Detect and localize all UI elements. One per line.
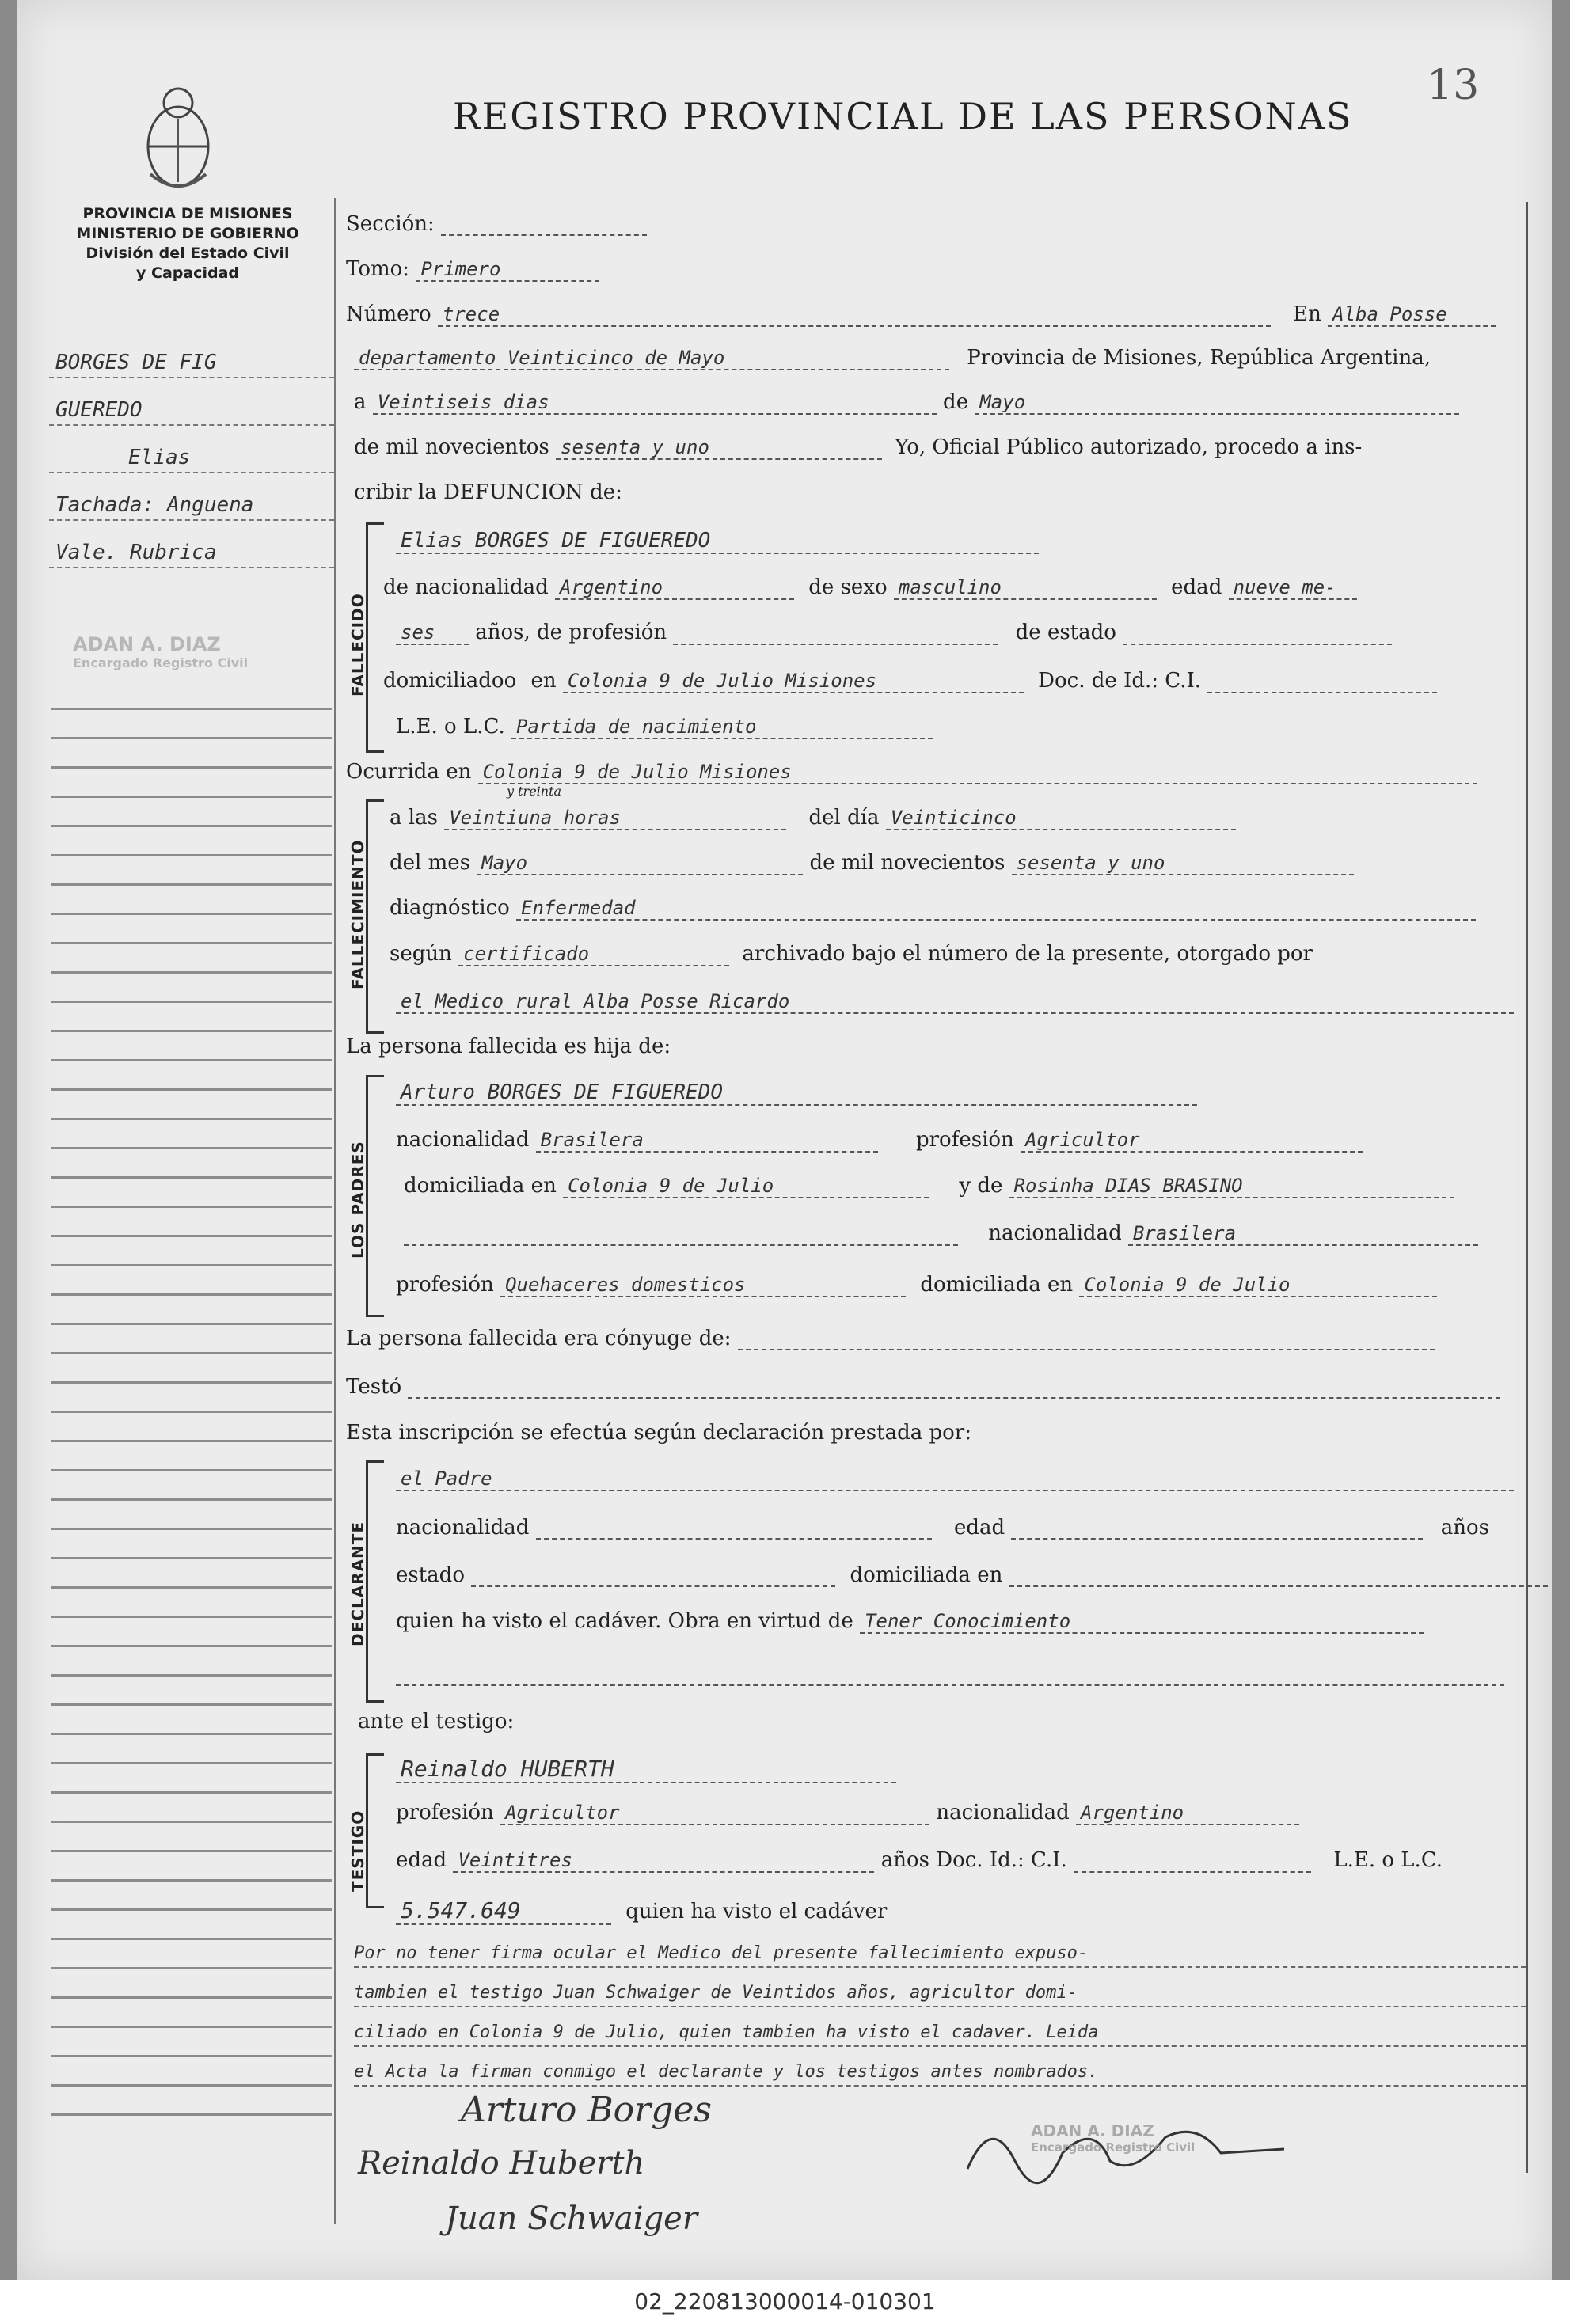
observacion-line: Por no tener firma ocular el Medico del presente fallecimiento expuso- bbox=[354, 1943, 1526, 1968]
anos-label: años bbox=[1440, 1516, 1489, 1540]
padre-nacionalidad: Brasilera bbox=[536, 1129, 878, 1153]
padres-section-label: LOS PADRES bbox=[348, 1141, 367, 1259]
domiciliado-suffix: o bbox=[504, 669, 517, 693]
profesion-blank bbox=[673, 625, 998, 645]
observacion-line: ciliado en Colonia 9 de Julio, quien tambien ha visto el cadaver. Leida bbox=[354, 2022, 1526, 2047]
mes-label: del mes bbox=[390, 851, 470, 875]
conyuge-blank bbox=[738, 1330, 1435, 1350]
madre-profesion-row bbox=[396, 1273, 1437, 1297]
domiciliado-label: domiciliado bbox=[383, 669, 504, 693]
seccion-row bbox=[346, 212, 647, 236]
inscribir-row bbox=[354, 480, 622, 504]
fallecido-bracket bbox=[366, 522, 384, 753]
fallecido-edad-cont: ses bbox=[396, 621, 469, 645]
doc-blank bbox=[1074, 1852, 1311, 1873]
numero-row bbox=[346, 302, 1496, 327]
en-value: Alba Posse bbox=[1328, 303, 1496, 327]
edad-label: edad bbox=[1171, 575, 1222, 599]
doc-label: Doc. de Id.: C.I. bbox=[1038, 669, 1202, 693]
inscribir-text: cribir la DEFUNCION de: bbox=[354, 480, 622, 504]
a-label: a bbox=[354, 390, 367, 414]
fallecido-le: Partida de nacimiento bbox=[511, 716, 933, 739]
madre-nacionalidad-row bbox=[404, 1221, 1478, 1246]
padre-nacionalidad-row bbox=[396, 1128, 1363, 1153]
de-label: de bbox=[943, 390, 969, 414]
hora-superscript: y treinta bbox=[507, 784, 562, 799]
conyuge-label: La persona fallecida era cónyuge de: bbox=[346, 1327, 732, 1350]
declarante-section-label: DECLARANTE bbox=[348, 1521, 367, 1646]
testigo-nombre: Reinaldo HUBERTH bbox=[396, 1756, 896, 1783]
medico-row bbox=[396, 989, 1514, 1014]
fecha-row bbox=[354, 390, 1459, 415]
segun-row bbox=[390, 942, 1313, 966]
domiciliada-label: domiciliada en bbox=[404, 1174, 557, 1198]
domiciliada-label: domiciliada en bbox=[850, 1563, 1003, 1587]
padre-nombre-row bbox=[396, 1080, 1197, 1106]
virtud-value: Tener Conocimiento bbox=[860, 1610, 1424, 1634]
sexo-label: de sexo bbox=[808, 575, 888, 599]
certificado-value: certificado bbox=[458, 943, 729, 966]
testo-label: Testó bbox=[346, 1375, 402, 1399]
margin-notes bbox=[49, 348, 334, 586]
mil-label: de mil novecientos bbox=[354, 435, 549, 459]
medico-value: el Medico rural Alba Posse Ricardo bbox=[396, 990, 1514, 1014]
seccion-label: Sección: bbox=[346, 212, 435, 236]
dia-value: Veintiseis dias bbox=[373, 391, 937, 415]
provincia-label: Provincia de Misiones, República Argentina, bbox=[967, 346, 1431, 370]
fallecido-nombre: Elias BORGES DE FIGUEREDO bbox=[396, 529, 1039, 554]
nacionalidad-label: de nacionalidad bbox=[383, 575, 549, 599]
fallecimiento-bracket bbox=[366, 799, 384, 1034]
ocurrida-label: Ocurrida en bbox=[346, 760, 472, 784]
en-label: En bbox=[1293, 302, 1321, 326]
conyuge-row bbox=[346, 1327, 1435, 1350]
bottom-stamp bbox=[1031, 2121, 1237, 2155]
estado-blank bbox=[1123, 625, 1392, 645]
estado-label: de estado bbox=[1015, 621, 1116, 644]
hora-row bbox=[390, 806, 1236, 830]
fallecido-profesion-row bbox=[396, 621, 1392, 645]
nacionalidad-label: nacionalidad bbox=[988, 1221, 1122, 1245]
ministry-line: y Capacidad bbox=[136, 264, 239, 282]
testigo-le: 5.547.649 bbox=[396, 1897, 611, 1925]
profesion-label: profesión bbox=[915, 1128, 1014, 1152]
margin-note: Tachada: Anguena bbox=[49, 491, 334, 521]
fallecido-domicilio-row bbox=[383, 669, 1437, 693]
signature-declarante: Arturo Borges bbox=[461, 2090, 712, 2130]
ministry-line: PROVINCIA DE MISIONES bbox=[82, 205, 293, 222]
madre-profesion: Quehaceres domesticos bbox=[500, 1274, 906, 1297]
edad-blank bbox=[1011, 1519, 1423, 1540]
ocurrida-value: Colonia 9 de Julio Misiones bbox=[478, 761, 1477, 784]
estado-blank bbox=[471, 1566, 835, 1587]
ministry-block bbox=[41, 204, 334, 283]
stamp-text: ADAN A. DIAZ bbox=[73, 633, 221, 655]
file-caption: 02_220813000014-010301 bbox=[0, 2280, 1570, 2324]
fallecido-section-label: FALLECIDO bbox=[348, 593, 367, 697]
fallecimiento-section-label: FALLECIMIENTO bbox=[348, 839, 367, 989]
y-de-label: y de bbox=[959, 1174, 1003, 1198]
observacion-line: tambien el testigo Juan Schwaiger de Veintidos años, agricultor domi- bbox=[354, 1983, 1526, 2007]
domicilio-blank bbox=[1009, 1566, 1548, 1587]
testigo-section-label: TESTIGO bbox=[348, 1809, 367, 1892]
anos-profesion-label: años, de profesión bbox=[475, 621, 667, 644]
dia-label: del día bbox=[808, 806, 880, 830]
declarante-intro: Esta inscripción se efectúa según declaración prestada por: bbox=[346, 1421, 971, 1445]
anio-value: sesenta y uno bbox=[556, 436, 882, 460]
fallecido-sexo: masculino bbox=[894, 576, 1157, 600]
ministry-line: División del Estado Civil bbox=[86, 245, 290, 262]
edad-label: edad bbox=[953, 1516, 1005, 1540]
declarante-nombre: el Padre bbox=[396, 1468, 1514, 1491]
nacionalidad-label: nacionalidad bbox=[396, 1128, 530, 1152]
archivado-text: archivado bajo el número de la presente, otorgado por bbox=[742, 942, 1313, 966]
stamp-text: ADAN A. DIAZ bbox=[1031, 2121, 1154, 2140]
ocurrida-row bbox=[346, 760, 1477, 784]
nacionalidad-label: nacionalidad bbox=[396, 1516, 530, 1540]
testigo-profesion-row bbox=[396, 1801, 1299, 1825]
declarante-visto-row bbox=[396, 1609, 1424, 1634]
madre-domiciliada-label: domiciliada en bbox=[920, 1273, 1074, 1297]
margin-note: BORGES DE FIG bbox=[49, 348, 334, 378]
anos-doc-label: años Doc. Id.: C.I. bbox=[880, 1848, 1067, 1872]
mil-label: de mil novecientos bbox=[809, 851, 1005, 875]
edad-label: edad bbox=[396, 1848, 447, 1872]
padres-intro: La persona fallecida es hija de: bbox=[346, 1035, 671, 1058]
padres-bracket bbox=[366, 1075, 384, 1317]
numero-value: trece bbox=[438, 303, 1271, 327]
margin-note: Vale. Rubrica bbox=[49, 538, 334, 568]
declarante-bracket bbox=[366, 1460, 384, 1703]
anio-value: sesenta y uno bbox=[1012, 852, 1354, 875]
document-title: REGISTRO PROVINCIAL DE LAS PERSONAS bbox=[453, 95, 1353, 138]
seccion-blank bbox=[441, 215, 647, 236]
margin-note: Elias bbox=[49, 443, 334, 473]
mes-row bbox=[390, 851, 1354, 875]
diagnostico-value: Enfermedad bbox=[516, 897, 1476, 921]
profesion-label: profesión bbox=[396, 1273, 494, 1297]
testo-blank bbox=[408, 1378, 1500, 1399]
declarante-extra-row bbox=[396, 1662, 1504, 1686]
madre-domicilio: Colonia 9 de Julio bbox=[1079, 1274, 1437, 1297]
padre-domicilio: Colonia 9 de Julio bbox=[563, 1175, 929, 1198]
margin-divider bbox=[334, 198, 336, 2224]
declarante-nacionalidad-row bbox=[396, 1516, 1489, 1540]
fallecido-nacionalidad: Argentino bbox=[555, 576, 794, 600]
tomo-value: Primero bbox=[416, 258, 599, 282]
anio-row bbox=[354, 435, 1362, 460]
numero-label: Número bbox=[346, 302, 431, 326]
testigo-le-row bbox=[396, 1897, 887, 1925]
fallecido-nacionalidad-row bbox=[383, 575, 1357, 600]
testigo-nombre-row bbox=[396, 1756, 896, 1783]
departamento-row bbox=[354, 346, 1431, 370]
oficial-text: Yo, Oficial Público autorizado, procedo a ins- bbox=[895, 435, 1363, 459]
page-number: 13 bbox=[1427, 62, 1480, 109]
testigo-edad-row bbox=[396, 1848, 1443, 1873]
coat-of-arms-icon bbox=[135, 79, 222, 198]
madre-nacionalidad: Brasilera bbox=[1128, 1222, 1478, 1246]
margin-stamp bbox=[73, 633, 310, 670]
declarante-nombre-row bbox=[396, 1467, 1514, 1491]
madre-nombre: Rosinha DIAS BRASINO bbox=[1009, 1175, 1454, 1198]
testigo-intro: ante el testigo: bbox=[358, 1710, 515, 1734]
doc-blank bbox=[1207, 673, 1437, 693]
signature-testigo-2: Juan Schwaiger bbox=[445, 2201, 698, 2237]
tomo-label: Tomo: bbox=[346, 257, 410, 281]
ministry-line: MINISTERIO DE GOBIERNO bbox=[76, 225, 299, 242]
visto-label: quien ha visto el cadáver. Obra en virtud de bbox=[396, 1609, 853, 1633]
stamp-subtext: Encargado Registro Civil bbox=[73, 655, 249, 670]
observacion-line: el Acta la firman conmigo el declarante y los testigos antes nombrados. bbox=[354, 2062, 1526, 2087]
nacionalidad-label: nacionalidad bbox=[936, 1801, 1070, 1825]
testigo-nacionalidad: Argentino bbox=[1076, 1802, 1299, 1825]
padre-domicilio-row bbox=[404, 1174, 1454, 1198]
diagnostico-row bbox=[390, 896, 1476, 921]
dia-value: Veinticinco bbox=[886, 807, 1236, 830]
hora-value: Veintiuna horas bbox=[444, 807, 786, 830]
testo-row bbox=[346, 1375, 1500, 1399]
margin-ruled-lines bbox=[51, 681, 332, 2137]
margin-note: GUEREDO bbox=[49, 396, 334, 426]
testigo-edad: Veintitres bbox=[453, 1849, 874, 1873]
padre-profesion: Agricultor bbox=[1021, 1129, 1363, 1153]
le-label: L.E. o L.C. bbox=[396, 715, 505, 739]
fallecido-le-row bbox=[396, 715, 933, 739]
madre-blank bbox=[404, 1225, 958, 1246]
fallecido-domicilio: Colonia 9 de Julio Misiones bbox=[563, 670, 1024, 693]
mes-value: Mayo bbox=[975, 391, 1459, 415]
nacionalidad-blank bbox=[536, 1519, 932, 1540]
segun-label: según bbox=[390, 942, 452, 966]
stamp-subtext: Encargado Registro Civil bbox=[1031, 2140, 1196, 2155]
diagnostico-label: diagnóstico bbox=[390, 896, 510, 920]
mes-value: Mayo bbox=[477, 852, 803, 875]
hora-label: a las bbox=[390, 806, 438, 830]
testigo-bracket bbox=[366, 1753, 384, 1908]
extra-blank bbox=[396, 1665, 1504, 1686]
estado-label: estado bbox=[396, 1563, 465, 1587]
visto-label: quien ha visto el cadáver bbox=[625, 1900, 888, 1923]
testigo-profesion: Agricultor bbox=[500, 1802, 929, 1825]
profesion-label: profesión bbox=[396, 1801, 494, 1825]
right-border bbox=[1526, 202, 1528, 2173]
fallecido-nombre-row bbox=[396, 529, 1039, 554]
en-label: en bbox=[530, 669, 557, 693]
le-label: L.E. o L.C. bbox=[1333, 1848, 1443, 1872]
register-page bbox=[17, 0, 1552, 2280]
departamento-value: departamento Veinticinco de Mayo bbox=[354, 347, 949, 370]
padre-nombre: Arturo BORGES DE FIGUEREDO bbox=[396, 1080, 1197, 1106]
fallecido-edad: nueve me- bbox=[1229, 576, 1357, 600]
tomo-row bbox=[346, 257, 599, 282]
signature-testigo: Reinaldo Huberth bbox=[358, 2145, 645, 2182]
declarante-estado-row bbox=[396, 1563, 1548, 1587]
